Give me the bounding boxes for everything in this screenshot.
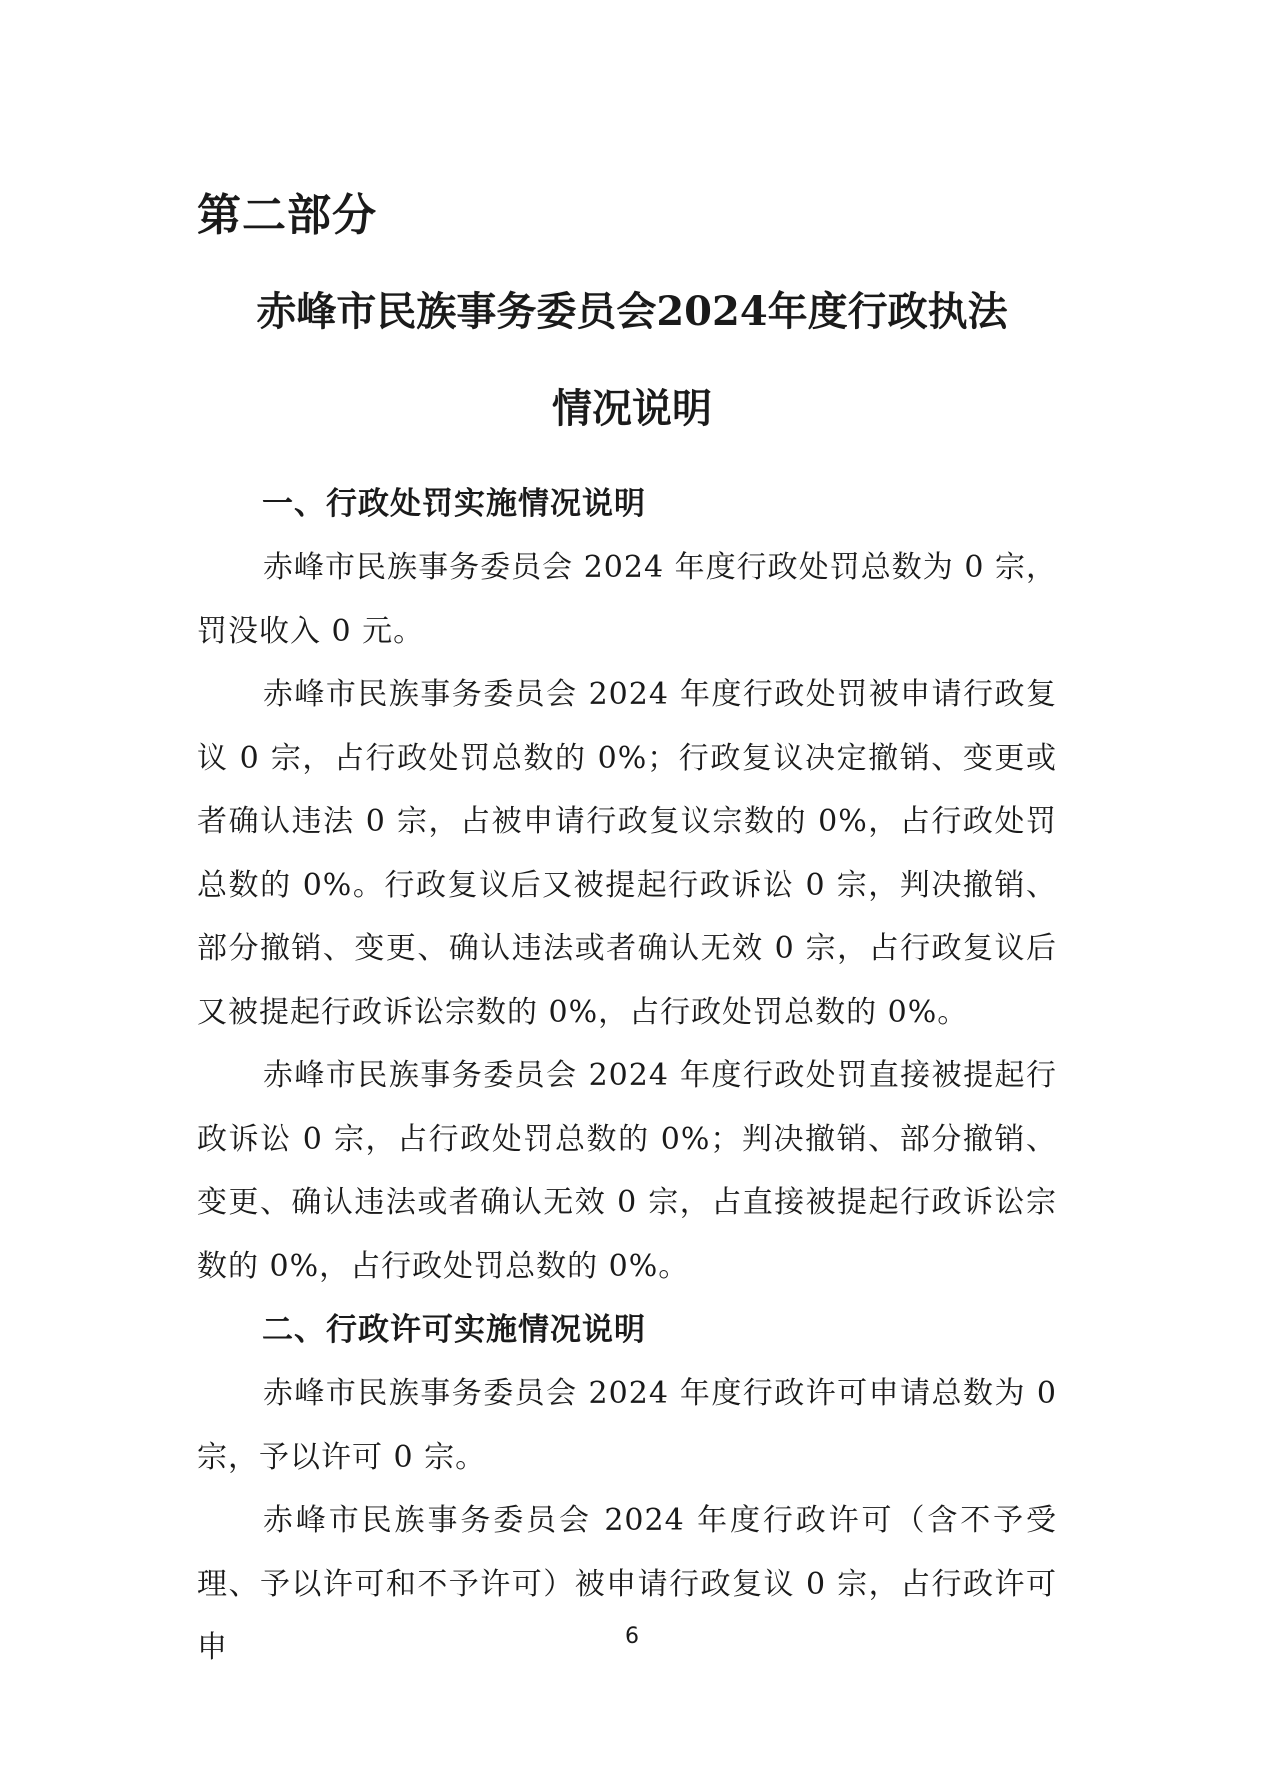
document-title-line-2: 情况说明	[552, 385, 712, 432]
paragraph: 赤峰市民族事务委员会 2024 年度行政处罚总数为 0 宗，罚没收入 0 元。	[197, 550, 1057, 649]
section-body-administrative-penalty	[197, 536, 1057, 1298]
page-number: 6	[625, 1624, 639, 1649]
paragraph: 赤峰市民族事务委员会 2024 年度行政许可申请总数为 0 宗，予以许可 0 宗。	[197, 1376, 1057, 1475]
section-heading-administrative-penalty: 一、行政处罚实施情况说明	[262, 486, 646, 522]
section-heading-administrative-license: 二、行政许可实施情况说明	[262, 1312, 646, 1348]
part-label: 第二部分	[197, 190, 377, 241]
paragraph: 赤峰市民族事务委员会 2024 年度行政许可（含不予受理、予以许可和不予许可）被申请行政复议 0 宗，占行政许可申	[197, 1503, 1057, 1665]
paragraph: 赤峰市民族事务委员会 2024 年度行政处罚被申请行政复议 0 宗，占行政处罚总数的 0%；行政复议决定撤销、变更或者确认违法 0 宗，占被申请行政复议宗数的 0%，占行政处罚总数的 0%。行政复议后又被提起行政诉讼 0 宗，判决撤销、部分撤销、变更、确认违法或者确认无效 0 宗，占行政复议后又被提起行政诉讼宗数的 0%，占行政处罚总数的 0%。	[197, 677, 1057, 1030]
document-title-line-1: 赤峰市民族事务委员会2024年度行政执法	[256, 288, 1008, 335]
paragraph: 赤峰市民族事务委员会 2024 年度行政处罚直接被提起行政诉讼 0 宗，占行政处罚总数的 0%；判决撤销、部分撤销、变更、确认违法或者确认无效 0 宗，占直接被提起行政诉讼宗数的 0%，占行政处罚总数的 0%。	[197, 1058, 1057, 1284]
